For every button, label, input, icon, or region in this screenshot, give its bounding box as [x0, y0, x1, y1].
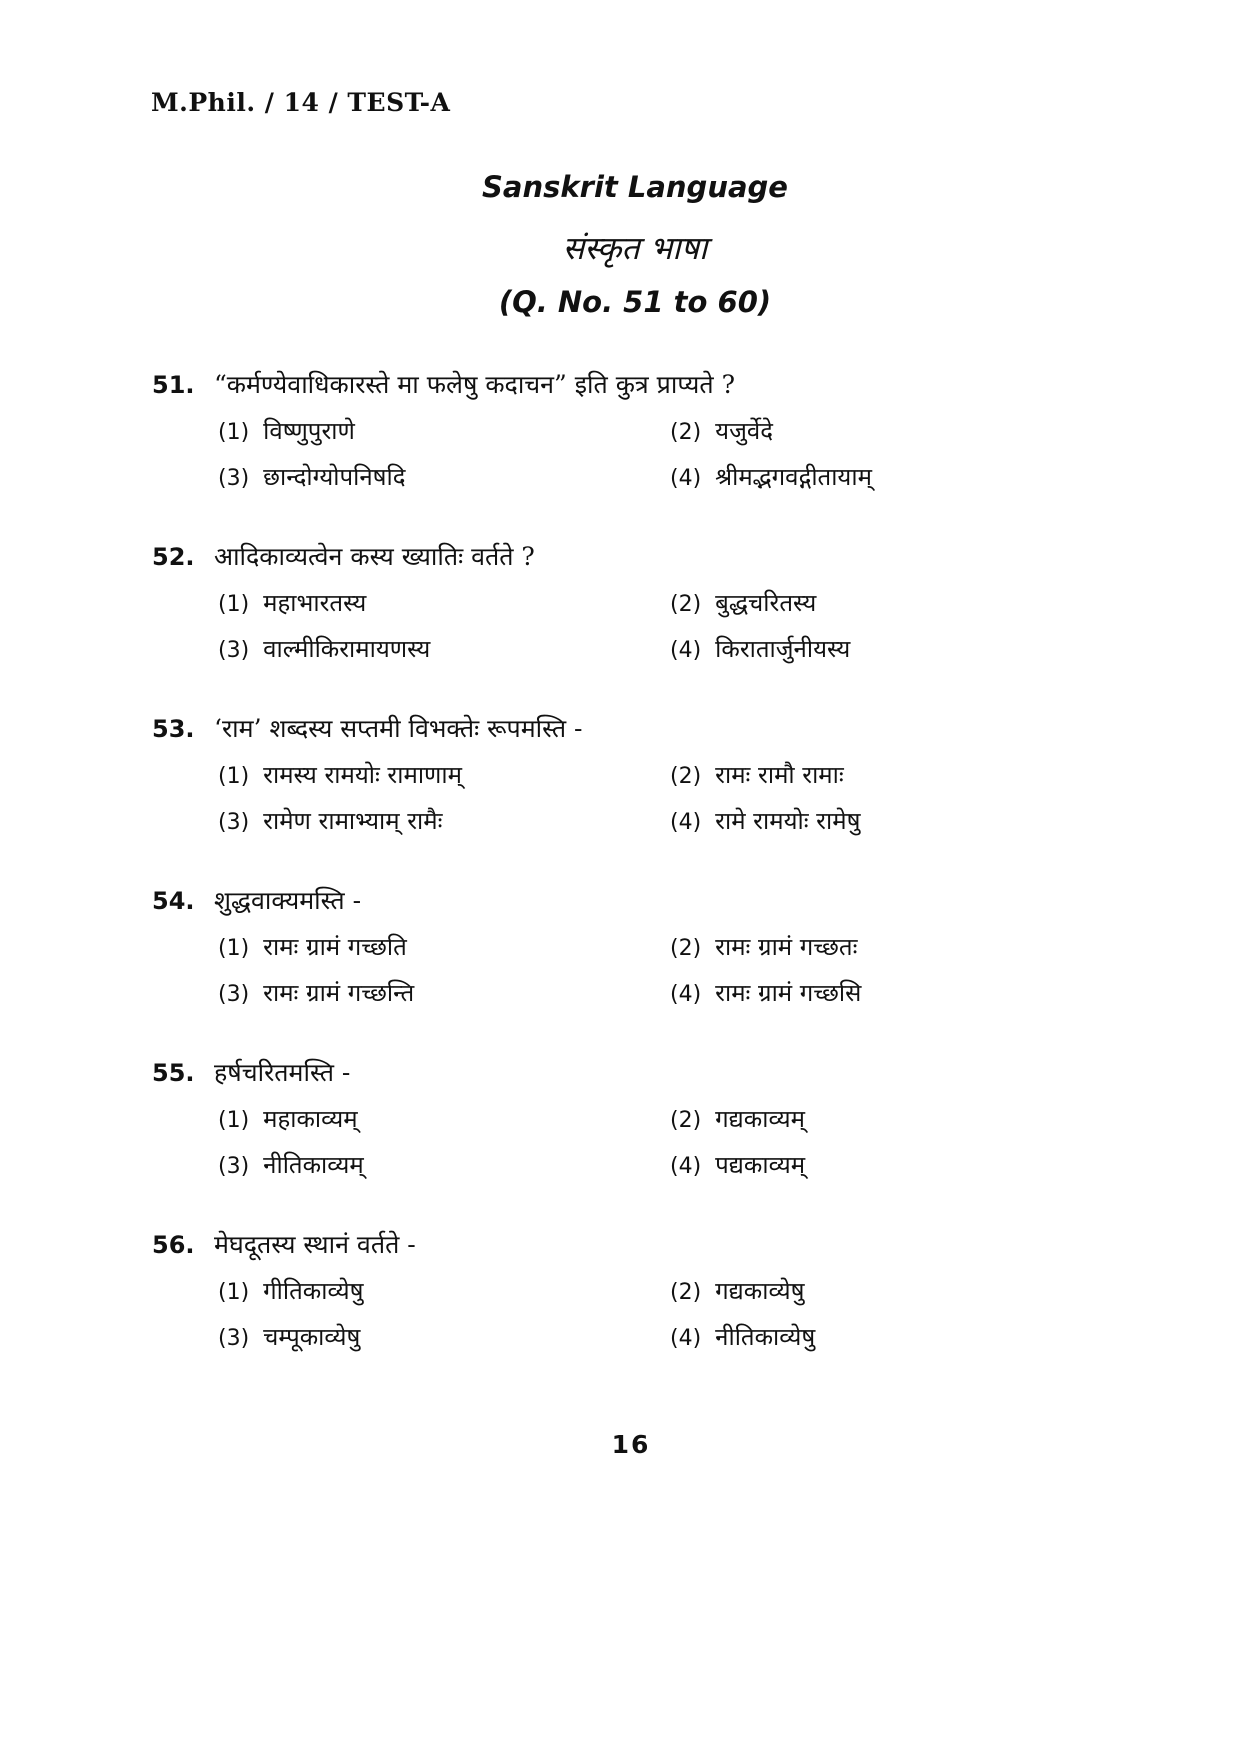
question-text: “कर्मण्येवाधिकारस्ते मा फलेषु कदाचन” इति कुत्र प्राप्यते ? — [214, 370, 735, 399]
option-1 — [218, 1102, 358, 1138]
option-4 — [670, 1148, 805, 1184]
option-label: (3) — [218, 638, 250, 663]
option-text: श्रीमद्भगवद्गीतायाम् — [715, 463, 872, 491]
question-text: आदिकाव्यत्वेन कस्य ख्यातिः वर्तते ? — [214, 542, 535, 571]
option-text: गद्यकाव्येषु — [715, 1277, 805, 1305]
option-label: (4) — [670, 466, 702, 491]
question-number: 54. — [152, 887, 195, 915]
option-text: विष्णुपुराणे — [263, 417, 355, 445]
option-label: (4) — [670, 638, 702, 663]
option-text: रामः ग्रामं गच्छसि — [715, 979, 862, 1007]
option-2 — [670, 930, 857, 966]
question-text: मेघदूतस्य स्थानं वर्तते - — [214, 1230, 416, 1259]
option-text: बुद्धचरितस्य — [715, 589, 817, 617]
question-53 — [152, 712, 1052, 882]
option-3 — [218, 1320, 360, 1356]
option-label: (2) — [670, 764, 702, 789]
option-label: (3) — [218, 466, 250, 491]
option-label: (3) — [218, 982, 250, 1007]
option-4 — [670, 632, 850, 668]
option-4 — [670, 460, 872, 496]
option-3 — [218, 1148, 364, 1184]
option-2 — [670, 414, 773, 450]
question-52 — [152, 540, 1052, 710]
option-text: गद्यकाव्यम् — [715, 1105, 805, 1133]
option-text: यजुर्वेदे — [715, 417, 773, 445]
question-number: 51. — [152, 371, 195, 399]
option-text: चम्पूकाव्येषु — [263, 1323, 361, 1351]
question-56 — [152, 1228, 1052, 1398]
option-label: (4) — [670, 982, 702, 1007]
option-3 — [218, 976, 414, 1012]
option-text: रामः ग्रामं गच्छन्ति — [263, 979, 415, 1007]
option-text: रामः ग्रामं गच्छतः — [715, 933, 858, 961]
option-label: (2) — [670, 936, 702, 961]
option-label: (1) — [218, 420, 250, 445]
option-3 — [218, 804, 442, 840]
option-text: किरातार्जुनीयस्य — [715, 635, 851, 663]
option-text: वाल्मीकिरामायणस्य — [263, 635, 431, 663]
question-55 — [152, 1056, 1052, 1226]
option-4 — [670, 1320, 815, 1356]
paper-code: M.Phil. / 14 / TEST-A — [151, 88, 451, 117]
question-51 — [152, 368, 1052, 538]
option-4 — [670, 976, 861, 1012]
section-title-english: Sanskrit Language — [482, 170, 788, 204]
option-text: महाभारतस्य — [263, 589, 367, 617]
option-label: (2) — [670, 1280, 702, 1305]
option-label: (3) — [218, 810, 250, 835]
option-label: (2) — [670, 592, 702, 617]
question-text: शुद्धवाक्यमस्ति - — [214, 886, 362, 915]
page-number: 16 — [611, 1430, 651, 1459]
option-text: महाकाव्यम् — [263, 1105, 358, 1133]
question-text: ‘राम’ शब्दस्य सप्तमी विभक्तेः रूपमस्ति - — [214, 714, 583, 743]
option-text: रामे रामयोः रामेषु — [715, 807, 861, 835]
question-text: हर्षचरितमस्ति - — [214, 1058, 351, 1087]
section-title-sanskrit: संस्कृत भाषा — [562, 229, 708, 267]
option-label: (2) — [670, 420, 702, 445]
option-label: (1) — [218, 1280, 250, 1305]
option-text: गीतिकाव्येषु — [263, 1277, 364, 1305]
option-1 — [218, 758, 462, 794]
option-text: रामः ग्रामं गच्छति — [263, 933, 407, 961]
option-label: (3) — [218, 1154, 250, 1179]
option-text: पद्यकाव्यम् — [715, 1151, 806, 1179]
option-label: (2) — [670, 1108, 702, 1133]
option-text: नीतिकाव्येषु — [715, 1323, 816, 1351]
option-3 — [218, 460, 405, 496]
option-2 — [670, 586, 816, 622]
option-label: (3) — [218, 1326, 250, 1351]
question-number: 53. — [152, 715, 195, 743]
question-54 — [152, 884, 1052, 1054]
option-label: (1) — [218, 592, 250, 617]
option-text: रामः रामौ रामाः — [715, 761, 844, 789]
option-text: नीतिकाव्यम् — [263, 1151, 364, 1179]
option-label: (4) — [670, 1326, 702, 1351]
question-number: 52. — [152, 543, 195, 571]
option-text: रामेण रामाभ्याम् रामैः — [263, 807, 443, 835]
option-1 — [218, 414, 355, 450]
option-label: (1) — [218, 1108, 250, 1133]
option-2 — [670, 758, 844, 794]
option-3 — [218, 632, 430, 668]
option-text: रामस्य रामयोः रामाणाम् — [263, 761, 462, 789]
question-number: 56. — [152, 1231, 195, 1259]
option-1 — [218, 930, 407, 966]
option-label: (1) — [218, 764, 250, 789]
option-label: (4) — [670, 1154, 702, 1179]
option-label: (1) — [218, 936, 250, 961]
question-range: (Q. No. 51 to 60) — [498, 285, 772, 319]
option-label: (4) — [670, 810, 702, 835]
question-number: 55. — [152, 1059, 195, 1087]
option-2 — [670, 1102, 805, 1138]
option-4 — [670, 804, 860, 840]
option-1 — [218, 1274, 363, 1310]
option-text: छान्दोग्योपनिषदि — [263, 463, 406, 491]
option-1 — [218, 586, 366, 622]
option-2 — [670, 1274, 804, 1310]
